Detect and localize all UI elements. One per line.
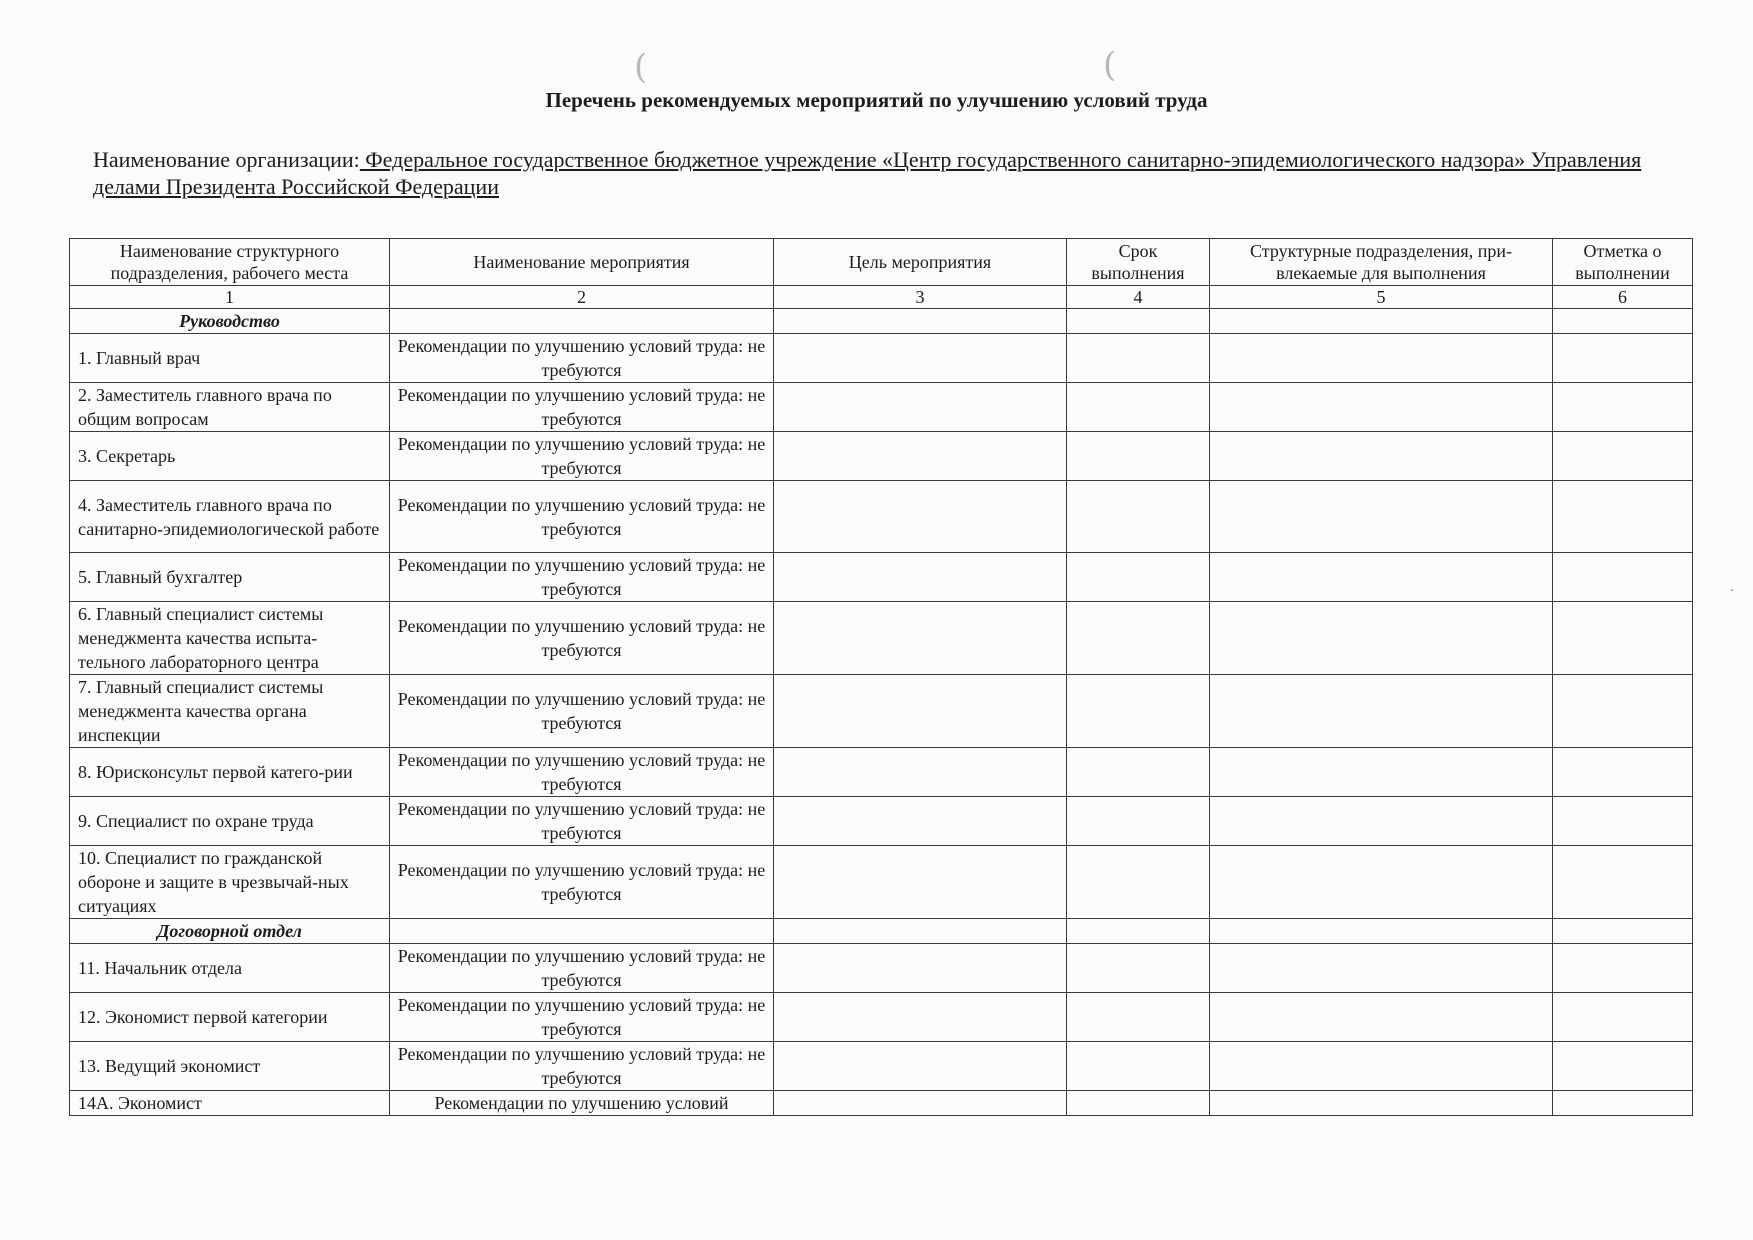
table-row	[70, 481, 1693, 553]
item-name-cell: 10. Специалист по гражданской обороне и защите в чрезвычай-ных ситуациях	[70, 846, 390, 919]
empty-cell	[774, 919, 1067, 944]
item-measure-cell: Рекомендации по улучшению условий труда: не требуются	[390, 383, 774, 432]
item-deadline-cell	[1067, 481, 1210, 553]
item-measure-cell: Рекомендации по улучшению условий труда: не требуются	[390, 797, 774, 846]
item-units-cell	[1210, 993, 1553, 1042]
empty-cell	[1210, 919, 1553, 944]
column-header-measure: Наименование мероприятия	[390, 239, 774, 286]
item-goal-cell	[774, 602, 1067, 675]
item-name-cell: 14А. Экономист	[70, 1091, 390, 1116]
empty-cell	[390, 919, 774, 944]
empty-cell	[1553, 919, 1693, 944]
item-goal-cell	[774, 797, 1067, 846]
section-row	[70, 309, 1693, 334]
item-goal-cell	[774, 944, 1067, 993]
item-measure-cell: Рекомендации по улучшению условий труда: не требуются	[390, 1042, 774, 1091]
item-units-cell	[1210, 675, 1553, 748]
table-row	[70, 944, 1693, 993]
item-name-cell: 6. Главный специалист системы менеджмента качества испыта-тельного лабораторного центра	[70, 602, 390, 675]
column-number: 1	[70, 286, 390, 309]
item-goal-cell	[774, 675, 1067, 748]
item-measure-cell: Рекомендации по улучшению условий труда: не требуются	[390, 993, 774, 1042]
column-number: 2	[390, 286, 774, 309]
item-mark-cell	[1553, 334, 1693, 383]
item-units-cell	[1210, 797, 1553, 846]
item-goal-cell	[774, 334, 1067, 383]
item-deadline-cell	[1067, 553, 1210, 602]
item-deadline-cell	[1067, 675, 1210, 748]
table-row	[70, 1042, 1693, 1091]
column-number: 3	[774, 286, 1067, 309]
item-measure-cell: Рекомендации по улучшению условий	[390, 1091, 774, 1116]
table-row	[70, 1091, 1693, 1116]
measures-table	[69, 238, 1693, 1116]
item-mark-cell	[1553, 602, 1693, 675]
table-row	[70, 553, 1693, 602]
item-deadline-cell	[1067, 432, 1210, 481]
table-row	[70, 993, 1693, 1042]
item-measure-cell: Рекомендации по улучшению условий труда: не требуются	[390, 602, 774, 675]
item-mark-cell	[1553, 944, 1693, 993]
item-name-cell: 1. Главный врач	[70, 334, 390, 383]
item-deadline-cell	[1067, 944, 1210, 993]
item-mark-cell	[1553, 383, 1693, 432]
item-mark-cell	[1553, 748, 1693, 797]
empty-cell	[1067, 309, 1210, 334]
item-deadline-cell	[1067, 993, 1210, 1042]
item-measure-cell: Рекомендации по улучшению условий труда: не требуются	[390, 432, 774, 481]
item-units-cell	[1210, 553, 1553, 602]
item-mark-cell	[1553, 432, 1693, 481]
column-number-row	[70, 286, 1693, 309]
table-row	[70, 675, 1693, 748]
section-row	[70, 919, 1693, 944]
scan-artifact-mark: (	[634, 47, 648, 87]
document-title: Перечень рекомендуемых мероприятий по улучшению условий труда	[545, 88, 1208, 112]
item-deadline-cell	[1067, 797, 1210, 846]
item-measure-cell: Рекомендации по улучшению условий труда: не требуются	[390, 748, 774, 797]
table-row	[70, 432, 1693, 481]
column-header-completion-mark: Отметка о выполнении	[1553, 239, 1693, 286]
item-measure-cell: Рекомендации по улучшению условий труда: не требуются	[390, 675, 774, 748]
table-body	[70, 309, 1693, 1116]
item-units-cell	[1210, 602, 1553, 675]
item-measure-cell: Рекомендации по улучшению условий труда: не требуются	[390, 944, 774, 993]
header-row	[70, 239, 1693, 286]
item-deadline-cell	[1067, 748, 1210, 797]
item-units-cell	[1210, 748, 1553, 797]
column-number: 4	[1067, 286, 1210, 309]
item-measure-cell: Рекомендации по улучшению условий труда: не требуются	[390, 553, 774, 602]
item-goal-cell	[774, 846, 1067, 919]
item-goal-cell	[774, 1042, 1067, 1091]
table-row	[70, 846, 1693, 919]
scan-artifact-dot: ·	[1730, 583, 1735, 599]
item-measure-cell: Рекомендации по улучшению условий труда: не требуются	[390, 481, 774, 553]
item-name-cell: 5. Главный бухгалтер	[70, 553, 390, 602]
item-goal-cell	[774, 748, 1067, 797]
item-mark-cell	[1553, 846, 1693, 919]
item-mark-cell	[1553, 797, 1693, 846]
item-name-cell: 13. Ведущий экономист	[70, 1042, 390, 1091]
table-row	[70, 334, 1693, 383]
item-mark-cell	[1553, 675, 1693, 748]
item-goal-cell	[774, 383, 1067, 432]
item-units-cell	[1210, 846, 1553, 919]
table-row	[70, 602, 1693, 675]
item-goal-cell	[774, 1091, 1067, 1116]
item-units-cell	[1210, 1091, 1553, 1116]
table-row	[70, 797, 1693, 846]
organization-label: Наименование организации:	[93, 147, 360, 172]
column-number: 6	[1553, 286, 1693, 309]
empty-cell	[1210, 309, 1553, 334]
item-mark-cell	[1553, 993, 1693, 1042]
item-units-cell	[1210, 383, 1553, 432]
item-measure-cell: Рекомендации по улучшению условий труда: не требуются	[390, 846, 774, 919]
section-title: Руководство	[70, 309, 390, 334]
scan-artifact-mark: (	[1103, 45, 1117, 85]
item-mark-cell	[1553, 481, 1693, 553]
item-goal-cell	[774, 432, 1067, 481]
item-name-cell: 11. Начальник отдела	[70, 944, 390, 993]
item-units-cell	[1210, 1042, 1553, 1091]
item-name-cell: 7. Главный специалист системы менеджмента качества органа инспекции	[70, 675, 390, 748]
empty-cell	[1067, 919, 1210, 944]
column-header-units-involved: Структурные подразделения, при-влекаемые для выполнения	[1210, 239, 1553, 286]
empty-cell	[1553, 309, 1693, 334]
item-name-cell: 8. Юрисконсульт первой катего-рии	[70, 748, 390, 797]
column-number: 5	[1210, 286, 1553, 309]
item-deadline-cell	[1067, 602, 1210, 675]
item-name-cell: 3. Секретарь	[70, 432, 390, 481]
item-units-cell	[1210, 944, 1553, 993]
empty-cell	[774, 309, 1067, 334]
organization-value: Федеральное государственное бюджетное учреждение «Центр государственного санитарно-эпидемиологического надзора» Управления делами Президента Российской Федерации	[93, 147, 1642, 199]
column-header-unit: Наименование структурного подразделения, рабочего места	[70, 239, 390, 286]
item-deadline-cell	[1067, 1042, 1210, 1091]
item-deadline-cell	[1067, 1091, 1210, 1116]
item-name-cell: 9. Специалист по охране труда	[70, 797, 390, 846]
item-units-cell	[1210, 481, 1553, 553]
item-mark-cell	[1553, 1042, 1693, 1091]
table-row	[70, 383, 1693, 432]
organization-line	[93, 146, 1673, 200]
column-header-deadline: Срок выполнения	[1067, 239, 1210, 286]
item-goal-cell	[774, 481, 1067, 553]
item-name-cell: 2. Заместитель главного врача по общим вопросам	[70, 383, 390, 432]
item-deadline-cell	[1067, 334, 1210, 383]
item-deadline-cell	[1067, 846, 1210, 919]
empty-cell	[390, 309, 774, 334]
item-units-cell	[1210, 432, 1553, 481]
item-measure-cell: Рекомендации по улучшению условий труда: не требуются	[390, 334, 774, 383]
item-name-cell: 12. Экономист первой категории	[70, 993, 390, 1042]
section-title: Договорной отдел	[70, 919, 390, 944]
item-goal-cell	[774, 993, 1067, 1042]
item-mark-cell	[1553, 1091, 1693, 1116]
table-row	[70, 748, 1693, 797]
item-units-cell	[1210, 334, 1553, 383]
item-name-cell: 4. Заместитель главного врача по санитарно-эпидемиологической работе	[70, 481, 390, 553]
item-deadline-cell	[1067, 383, 1210, 432]
item-mark-cell	[1553, 553, 1693, 602]
item-goal-cell	[774, 553, 1067, 602]
column-header-goal: Цель мероприятия	[774, 239, 1067, 286]
